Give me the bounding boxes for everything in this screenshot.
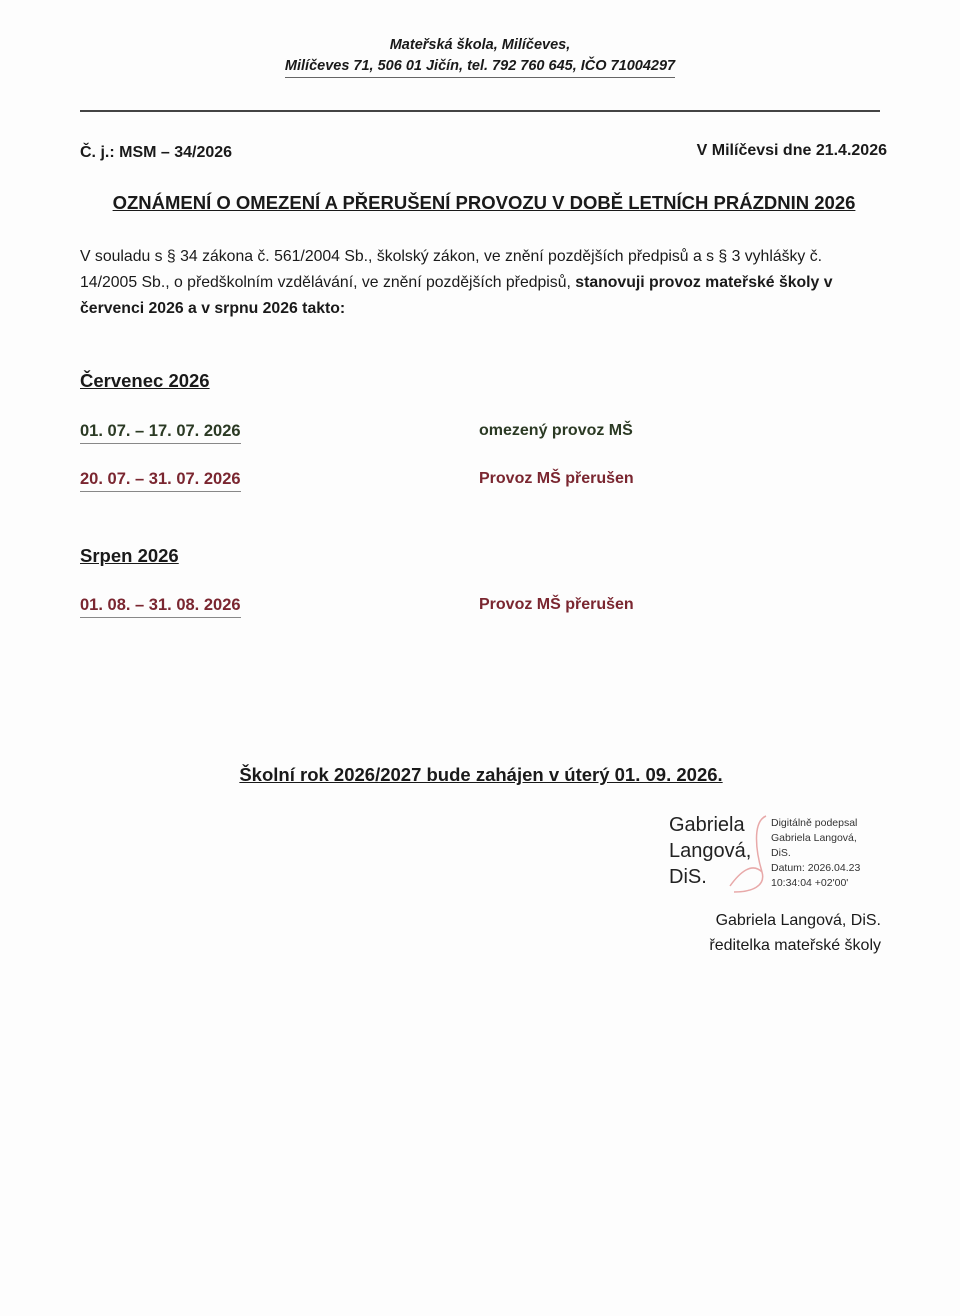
signature-name-line: Langová, <box>669 840 752 862</box>
period-range: 01. 07. – 17. 07. 2026 <box>80 422 241 444</box>
signature-meta-line: Datum: 2026.04.23 <box>771 862 861 874</box>
signature-meta-line: DiS. <box>771 847 791 859</box>
adobe-signature-mark-icon <box>722 812 772 896</box>
place-date: V Milíčevsi dne 21.4.2026 <box>696 142 887 159</box>
intro-paragraph <box>80 244 880 322</box>
school-name: Mateřská škola, Milíčeves, <box>389 37 571 53</box>
period-range: 01. 08. – 31. 08. 2026 <box>80 596 241 618</box>
school-address-text: Milíčeves 71, 506 01 Jičín, tel. 792 760 645, IČO 71004297 <box>285 58 675 78</box>
school-year-start: Školní rok 2026/2027 bude zahájen v úterý 01. 09. 2026. <box>239 764 723 785</box>
intro-bold: stanovuji provoz mateřské školy v červenci 2026 a v srpnu 2026 takto: <box>80 274 833 317</box>
signature-meta-line: Digitálně podepsal <box>771 817 858 829</box>
period-status: Provoz MŠ přerušen <box>479 596 634 613</box>
signer-role: ředitelka mateřské školy <box>709 937 881 954</box>
signature-meta-line: Gabriela Langová, <box>771 832 857 844</box>
signer-name: Gabriela Langová, DiS. <box>715 912 881 929</box>
school-address <box>0 58 960 74</box>
month-heading-august: Srpen 2026 <box>80 545 179 566</box>
reference-number: Č. j.: MSM – 34/2026 <box>80 144 233 161</box>
signature-metadata <box>771 816 860 891</box>
intro-normal: V souladu s § 34 zákona č. 561/2004 Sb., školský zákon, ve znění pozdějších předpisů a s § 3 vyhlášky č. 14/2005 Sb., o předškolním vzdělávání, ve znění pozdějších předpisů, <box>80 248 823 291</box>
document-title: OZNÁMENÍ O OMEZENÍ A PŘERUŠENÍ PROVOZU V DOBĚ LETNÍCH PRÁZDNIN 2026 <box>112 192 856 213</box>
signature-name-line: DiS. <box>669 866 707 888</box>
header-divider <box>80 110 880 112</box>
period-status: omezený provoz MŠ <box>479 422 633 439</box>
month-heading-july: Červenec 2026 <box>80 370 210 391</box>
signature-meta-line: 10:34:04 +02'00' <box>771 877 849 889</box>
period-range: 20. 07. – 31. 07. 2026 <box>80 470 241 492</box>
signature-name-line: Gabriela <box>669 814 745 836</box>
signer-block <box>709 908 881 958</box>
period-status: Provoz MŠ přerušen <box>479 470 634 487</box>
